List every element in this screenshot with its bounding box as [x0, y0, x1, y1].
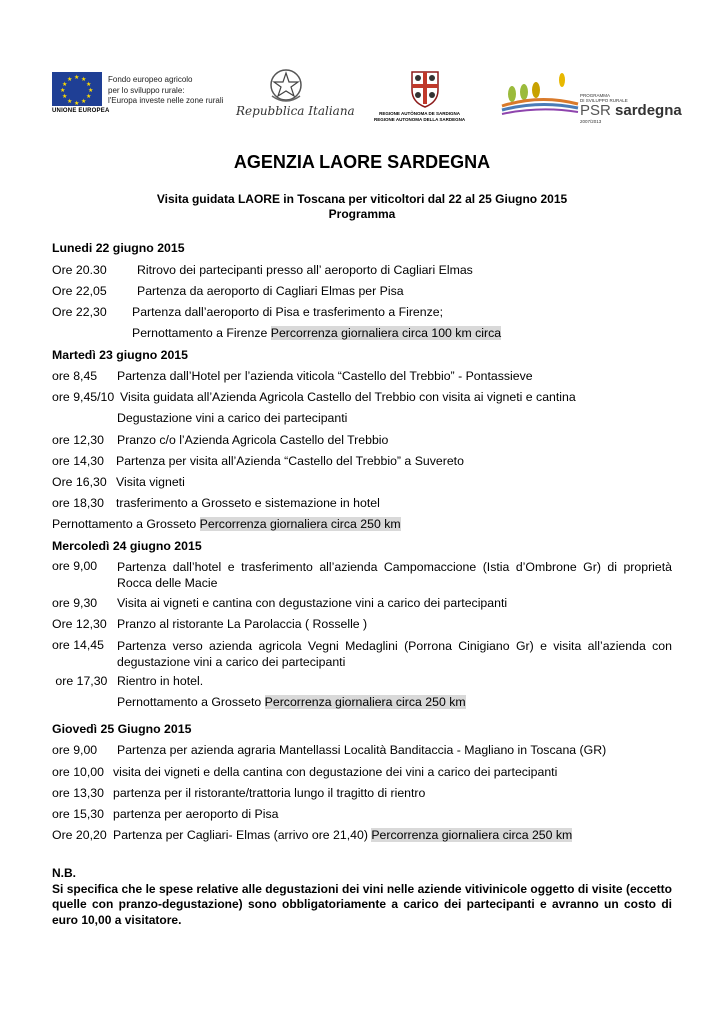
item-time: ore 9,00 [52, 559, 98, 573]
eu-text-line: Fondo europeo agricolo [108, 75, 193, 84]
psr-small-line: PROGRAMMA [580, 93, 611, 98]
item-time: ore 9,00 [52, 743, 98, 757]
item-text: Partenza verso azienda agricola Vegni Medaglini (Porrona Cinigiano Gr) e visita all’azienda con degustazione vini a carico dei partecipanti [117, 639, 672, 669]
psr-years: 2007/2013 [580, 119, 602, 124]
item-text: Visita ai vigneti e cantina con degustazione vini a carico dei partecipanti [117, 596, 508, 610]
item-text: Partenza dall’aeroporto di Pisa e trasferimento a Firenze; [132, 305, 443, 319]
overnight-text: Pernottamento a Grosseto [117, 695, 262, 709]
ras-logo [374, 66, 478, 126]
item-text: visita dei vigneti e della cantina con degustazione dei vini a carico dei partecipanti [113, 765, 558, 779]
overnight-line [117, 695, 466, 709]
item-time: Ore 20.30 [52, 263, 107, 277]
psr-small-line: DI SVILUPPO RURALE [580, 98, 628, 103]
psr-candles-icon [500, 68, 580, 118]
distance-highlight: Percorrenza giornaliera circa 100 km circa [270, 326, 502, 340]
item-time: Ore 22,30 [52, 305, 107, 319]
program-label: Programma [328, 207, 396, 221]
logo-strip [52, 66, 682, 126]
item-text: Partenza per azienda agraria Mantellassi Località Banditaccia - Magliano in Toscana (GR) [117, 743, 607, 757]
item-text: partenza per aeroporto di Pisa [113, 807, 279, 821]
eu-caption: UNIONE EUROPEA [52, 108, 110, 114]
item-text-with-distance [113, 828, 572, 842]
psr-text [580, 93, 682, 124]
item-time: ore 15,30 [52, 807, 104, 821]
ras-line: REGIONE AUTONOMA DELLA SARDEGNA [374, 117, 466, 122]
repubblica-logo [236, 66, 355, 126]
item-text: Partenza per visita all’Azienda “Castello del Trebbio” a Suvereto [116, 454, 464, 468]
distance-highlight: Percorrenza giornaliera circa 250 km [264, 695, 466, 709]
ras-text [374, 111, 465, 123]
psr-acronym: PSR [580, 102, 611, 119]
eu-flag-icon: ★ ★ ★ ★ ★ ★ ★ ★ ★ ★ ★ ★ [52, 72, 102, 106]
day-heading: Giovedì 25 Giugno 2015 [52, 722, 192, 736]
note-block [52, 866, 672, 928]
item-time: ore 13,30 [52, 786, 104, 800]
item-time: ore 17,30 [52, 674, 108, 688]
item-text: Partenza da aeroporto di Cagliari Elmas per Pisa [137, 284, 404, 298]
item-text: Partenza dall’Hotel per l’azienda viticola “Castello del Trebbio” - Pontassieve [117, 369, 533, 383]
item-time: Ore 16,30 [52, 475, 107, 489]
eu-text-line: l'Europa investe nelle zone rurali [108, 96, 224, 105]
eu-logo [52, 66, 242, 126]
psr-logo [500, 66, 682, 126]
item-text: Partenza per Cagliari- Elmas (arrivo ore 21,40) [113, 828, 368, 842]
overnight-text: Pernottamento a Firenze [132, 326, 268, 340]
overnight-line [52, 517, 401, 531]
note-label: N.B. [52, 866, 76, 880]
item-text: Pranzo al ristorante La Parolaccia ( Rosselle ) [117, 617, 368, 631]
italy-emblem-icon [266, 66, 306, 104]
item-time: ore 14,30 [52, 454, 104, 468]
eu-fund-text [108, 75, 223, 107]
sardinia-shield-icon [408, 68, 442, 108]
page-title: AGENZIA LAORE SARDEGNA [233, 152, 491, 172]
overnight-line [132, 326, 501, 340]
item-time: Ore 20,20 [52, 828, 107, 842]
item-time: ore 12,30 [52, 433, 104, 447]
item-text: Rientro in hotel. [117, 674, 204, 688]
eu-text-line: per lo sviluppo rurale: [108, 85, 185, 95]
repubblica-text: Repubblica Italiana [236, 104, 355, 118]
item-text: Ritrovo dei partecipanti presso all’ aeroporto di Cagliari Elmas [137, 263, 473, 277]
distance-highlight: Percorrenza giornaliera circa 250 km [371, 828, 573, 842]
item-text: trasferimento a Grosseto e sistemazione in hotel [116, 496, 380, 510]
subtitle [0, 192, 724, 222]
ras-line: REGIONE AUTÒNOMA DE SARDIGNA [379, 111, 461, 116]
note-text: Si specifica che le spese relative alle degustazioni dei vini nelle aziende vitivinicole oggetto di visite (eccetto quelle con pranzo-degustazione) sono obbligatoriamente a carico dei partecipanti e avranno un costo di euro 10,00 a visitatore. [52, 881, 672, 927]
item-text: Pranzo c/o l’Azienda Agricola Castello del Trebbio [117, 433, 389, 447]
item-time: Ore 22,05 [52, 284, 107, 298]
item-text: Visita guidata all’Azienda Agricola Castello del Trebbio con visita ai vigneti e cantina [120, 390, 576, 404]
psr-title [580, 103, 682, 119]
day-heading: Martedì 23 giugno 2015 [52, 348, 188, 362]
item-time: ore 8,45 [52, 369, 98, 383]
day-heading: Mercoledì 24 giugno 2015 [52, 539, 202, 553]
item-text: Partenza dall’hotel e trasferimento all’azienda Campomaccione (Istia d’Ombrone Gr) di proprietà Rocca delle Macie [117, 560, 672, 590]
item-text: partenza per il ristorante/trattoria lungo il tragitto di rientro [113, 786, 426, 800]
item-time: ore 10,00 [52, 765, 104, 779]
item-time: ore 9,30 [52, 596, 98, 610]
subtitle-line: Visita guidata LAORE in Toscana per viticoltori dal 22 al 25 Giugno 2015 [156, 192, 568, 206]
psr-region: sardegna [615, 102, 682, 119]
item-text: Visita vigneti [116, 475, 185, 489]
item-time: ore 18,30 [52, 496, 104, 510]
day-heading: Lunedi 22 giugno 2015 [52, 241, 185, 255]
overnight-text: Pernottamento a Grosseto [52, 517, 197, 531]
distance-highlight: Percorrenza giornaliera circa 250 km [199, 517, 401, 531]
item-time: ore 9,45/10 [52, 390, 115, 404]
item-time: ore 14,45 [52, 638, 104, 652]
item-time: Ore 12,30 [52, 617, 107, 631]
item-text: Degustazione vini a carico dei partecipanti [117, 411, 348, 425]
